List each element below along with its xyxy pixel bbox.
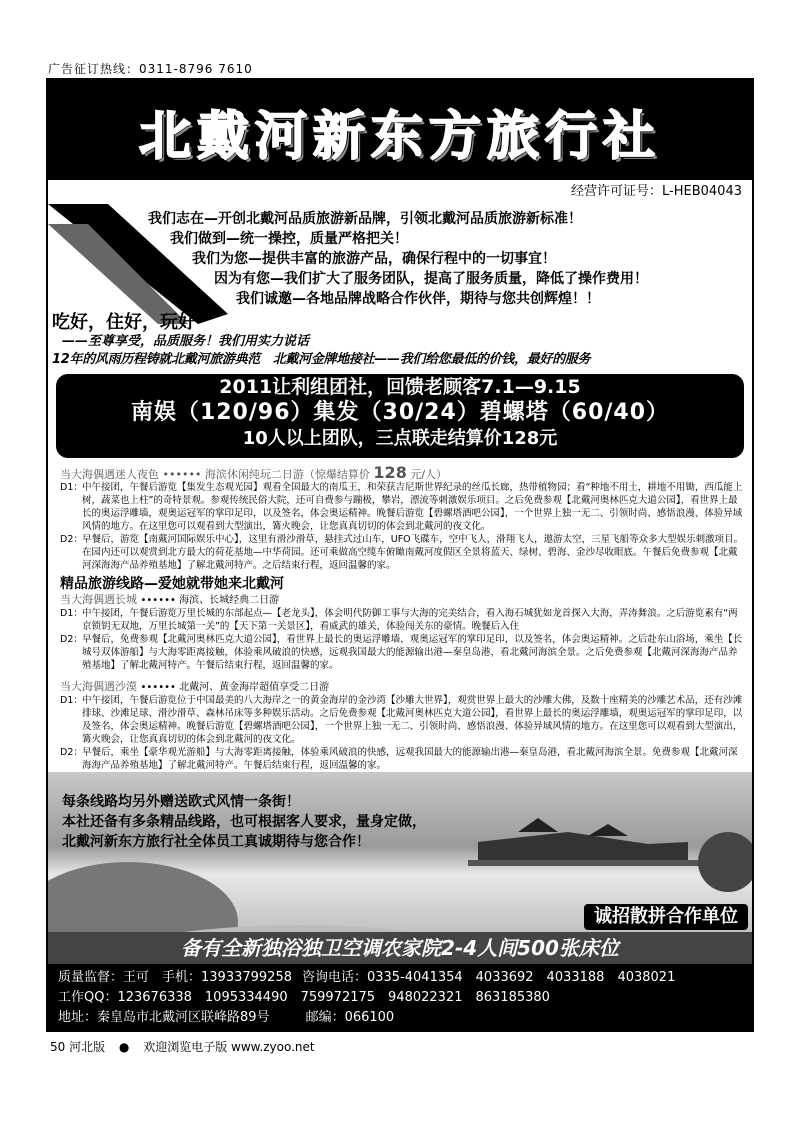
ad-frame xyxy=(46,78,754,1032)
route-day xyxy=(60,533,744,572)
promo-line: 2011让利组团社，回馈老顾客7.1—9.15 xyxy=(219,376,581,398)
section-title: 精品旅游线路—爱她就带她来北戴河 xyxy=(60,576,284,592)
closing-line: 本社还备有多条精品线路，也可根据客人要求，量身定做， xyxy=(62,814,426,830)
slogan-line: 我们诚邀—各地品牌战略合作伙伴，期待与您共创辉煌！！ xyxy=(236,291,600,307)
day-label: D2： xyxy=(60,634,83,645)
day-text: 中午接团，午餐后游览万里长城的东部起点—【老龙头】，体会明代防御工事与大海的完美结合，看入海石城犹如龙首探入大海，弄涛舞浪。之后游览素有“两京锁钥无双地，万里长城第一关”的【天下第一关景区】，看威武的雄关，体验闯关东的豪情。晚餐后入住 xyxy=(82,608,738,632)
slogan-line: 我们为您—提供丰富的旅游产品，确保行程中的一切事宜！ xyxy=(192,251,556,267)
logo-icon: ● xyxy=(118,1040,130,1054)
postal-code: 邮编：066100 xyxy=(305,1010,395,1025)
route-subtitle: •••••• 北戴河、黄金海岸超值享受二日游 xyxy=(140,682,330,693)
route-day xyxy=(60,481,744,533)
day-label: D2： xyxy=(60,747,83,758)
promo-banner xyxy=(56,374,744,458)
route-day xyxy=(60,607,744,633)
address: 地址：秦皇岛市北戴河区联峰路89号 xyxy=(58,1010,270,1025)
day-label: D2： xyxy=(60,534,83,545)
agency-title-text: 北戴河新东方旅行社 xyxy=(138,107,661,167)
day-label: D1： xyxy=(60,482,83,493)
day-label: D1： xyxy=(60,695,83,706)
day-text: 早餐后，游览【南戴河国际娱乐中心】，这里有滑沙滑草，悬挂式过山车，UFO飞碟车，空中飞人，滑翔飞人，遨游太空，三星飞船等众多大型娱乐刺激项目。在园内还可以观赏到北方最大的荷花基地—中华荷园。还可乘做高空缆车俯瞰南戴河度假区全景将蓝天、绿树、碧海、金沙尽收眼底。午餐后免费参观【北戴河深海海产品养殖基地】了解北戴河特产。之后结束行程，返回温馨的家。 xyxy=(82,534,744,571)
route-subtitle: •••••• 海滨、长城经典二日游 xyxy=(140,595,280,606)
route-title: 当大海偶遇沙漠 xyxy=(60,680,137,693)
slogan-line: 因为有您—我们扩大了服务团队，提高了服务质量，降低了操作费用！ xyxy=(214,271,648,287)
slogan-line: 我们志在—开创北戴河品质旅游新品牌，引领北戴河品质旅游新标准！ xyxy=(148,211,582,227)
route-heading xyxy=(60,593,744,607)
slogan-line: 我们做到—统一操控，质量严格把关！ xyxy=(170,231,408,247)
inquiry-phones: 咨询电话：0335-4041354 4033692 4033188 4038021 xyxy=(301,970,676,985)
route-day xyxy=(60,633,744,672)
route-title: 当大海偶遇长城 xyxy=(60,593,137,606)
day-text: 早餐后，免费参观【北戴河奥林匹克大道公园】，看世界上最长的奥运浮雕墙，观奥运冠军的掌印足印，以及签名，体会奥运精神。之后赴东山浴场，乘坐【长城号双体游船】与大海零距离接触，体验乘风破浪的快感，远观我国最大的能源输出港—秦皇岛港，看北戴河海滨全景。之后免费参观【北戴河深海海产品养殖基地】了解北戴河特产。午餐后结束行程，返回温馨的家。 xyxy=(82,634,743,671)
contact-line xyxy=(58,968,742,988)
footer-website: 欢迎浏览电子版 www.zyoo.net xyxy=(143,1040,315,1054)
contact-line xyxy=(58,1008,742,1028)
day-text: 早餐后，乘坐【豪华观光游船】与大海零距离接触，体验乘风破浪的快感，远观我国最大的能源输出港—秦皇岛港，看北戴河海滨全景。免费参观【北戴河深海海产品养殖基地】了解北戴河特产。午餐后结束行程，返回温馨的家。 xyxy=(82,747,738,771)
license-number: 经营许可证号：L-HEB04043 xyxy=(571,184,742,199)
tagline-sub: ——至尊享受，品质服务！我们用实力说话 xyxy=(62,334,310,349)
ad-hotline: 广告征订热线：0311-8796 7610 xyxy=(48,62,253,76)
route-price: 128 xyxy=(373,463,407,482)
route-day xyxy=(60,694,744,746)
tagline-main: 吃好，住好，玩好 xyxy=(52,312,196,333)
day-text: 中午接团，午餐后游览【集发生态观光园】观看全国最大的南瓜王，和荣获吉尼斯世界纪录的丝瓜长廊，热带植物园；看“种地不用土，耕地不用锄，西瓜能上树，蔬菜也上柱”的奇特景观。参观传统民俗大院，还可自费参与蹦极，攀岩，漂流等刺激娱乐项目。之后免费参观【北戴河奥林匹克大道公园】，看世界上最长的奥运浮雕墙，观奥运冠军的掌印足印，以及签名，体会奥运精神。晚餐后游览【碧螺塔酒吧公园】，一个世界上独一无二、引领时尚、感悟浪漫、体验异域风情的地方。在这里您可以观看到大型演出，篝火晚会，让您真真切切的体会到北戴河的夜文化。 xyxy=(82,482,743,532)
slogan-block xyxy=(48,200,752,310)
recruit-partners-badge: 诚招散拼合作单位 xyxy=(584,904,748,930)
page-number: 50 河北版 xyxy=(50,1040,106,1054)
contact-line: 工作QQ：123676338 1095334490 759972175 948022321 863185380 xyxy=(58,990,550,1005)
beds-banner: 备有全新独浴独卫空调农家院2-4人间500张床位 xyxy=(48,932,752,964)
route-price-unit: 元/人） xyxy=(410,468,448,481)
contact-block xyxy=(48,964,752,1032)
promo-line: 10人以上团队，三点联走结算价128元 xyxy=(242,428,558,449)
tagline-history: 12年的风雨历程铸就北戴河旅游典范 北戴河金牌地接社——我们给您最低的价钱，最好的服务 xyxy=(52,352,591,367)
closing-notes xyxy=(62,792,426,852)
route-list xyxy=(60,464,744,772)
day-label: D1： xyxy=(60,608,83,619)
route-heading xyxy=(60,680,744,694)
promo-line: 南娱（120/96）集发（30/24）碧螺塔（60/40） xyxy=(130,400,670,425)
closing-line: 北戴河新东方旅行社全体员工真诚期待与您合作！ xyxy=(62,834,370,850)
page-footer xyxy=(50,1038,325,1055)
quality-supervisor: 质量监督：王可 手机：13933799258 xyxy=(58,970,292,985)
route-title: 当大海偶遇迷人夜色 •••••• 海滨休闲纯玩二日游（惊爆结算价 xyxy=(60,468,370,481)
route-day xyxy=(60,746,744,772)
day-text: 中午接团，午餐后游览位于中国最美的八大海岸之一的黄金海岸的金沙湾【沙雕大世界】，观赏世界上最大的沙雕大佛，及数十座精美的沙雕艺术品，还有沙滩排球、沙滩足球、滑沙滑草、森林吊床等多种娱乐活动。之后免费参观【北戴河奥林匹克大道公园】，看世界上最长的奥运浮雕墙，观奥运冠军的掌印足印，以及签名，体会奥运精神。晚餐后游览【碧螺塔酒吧公园】，一个世界上独一无二、引领时尚、感悟浪漫、体验异域风情的地方。在这里您可以观看到大型演出，篝火晚会，让您真真切切的体会到北戴河的夜文化。 xyxy=(82,695,743,745)
closing-line: 每条线路均另外赠送欧式风情一条街！ xyxy=(62,794,300,810)
agency-title xyxy=(48,94,752,169)
route-heading xyxy=(60,463,744,482)
